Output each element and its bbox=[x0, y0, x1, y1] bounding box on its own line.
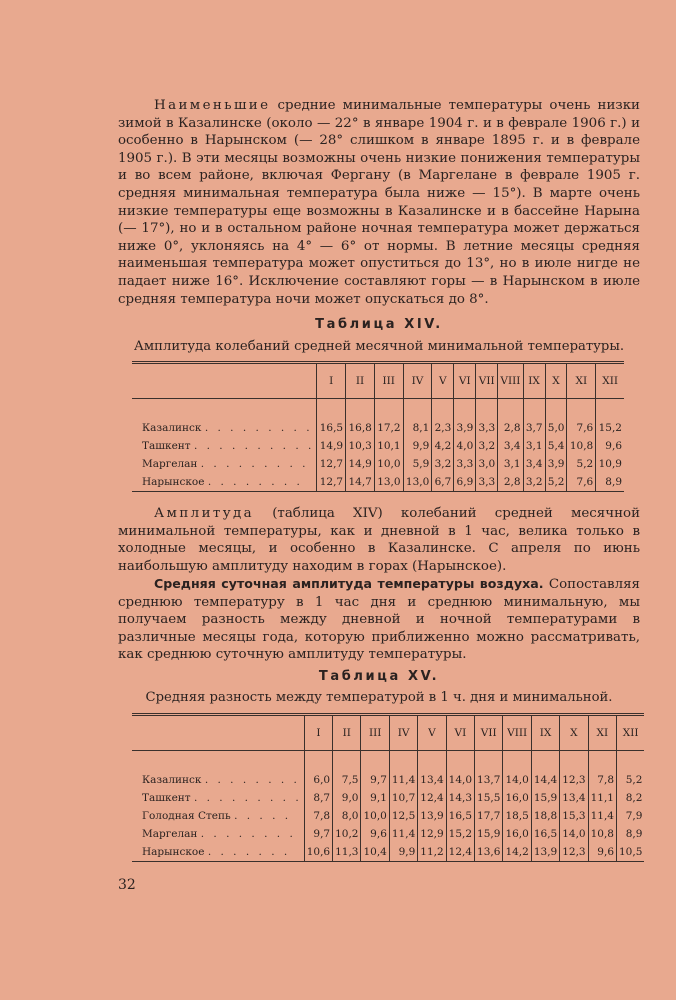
leader-dots: . . . . . . . . . bbox=[200, 458, 309, 470]
value-cell: 13,6 bbox=[475, 843, 503, 862]
value-cell: 3,2 bbox=[432, 455, 454, 473]
value-cell: 13,9 bbox=[531, 843, 559, 862]
value-cell: 16,5 bbox=[317, 419, 346, 437]
table-row bbox=[132, 473, 624, 492]
station-name: Маргелан bbox=[142, 458, 198, 470]
station-cell bbox=[132, 825, 304, 843]
table-row bbox=[132, 419, 624, 437]
value-cell: 11,4 bbox=[588, 807, 616, 825]
leader-dots: . . . . . . . . bbox=[200, 828, 296, 840]
station-name: Нарынское bbox=[142, 846, 205, 858]
table-row bbox=[132, 843, 644, 862]
value-cell: 16,8 bbox=[346, 419, 375, 437]
leader-dots: . . . . . bbox=[234, 810, 292, 822]
value-cell: 17,7 bbox=[475, 807, 503, 825]
month-header: VII bbox=[476, 363, 498, 399]
leader-dots: . . . . . . . . bbox=[207, 476, 303, 488]
value-cell: 2,8 bbox=[498, 419, 523, 437]
value-cell: 9,6 bbox=[588, 843, 616, 862]
station-cell bbox=[132, 437, 317, 455]
value-cell: 13,7 bbox=[475, 771, 503, 789]
value-cell: 12,9 bbox=[418, 825, 446, 843]
value-cell: 14,0 bbox=[560, 825, 588, 843]
leader-dots: . . . . . . . . bbox=[204, 774, 300, 786]
value-cell: 5,2 bbox=[567, 455, 596, 473]
table-row bbox=[132, 455, 624, 473]
value-cell: 10,9 bbox=[596, 455, 624, 473]
value-cell: 14,9 bbox=[346, 455, 375, 473]
value-cell: 11,3 bbox=[333, 843, 361, 862]
station-cell bbox=[132, 807, 304, 825]
paragraph-daily-amplitude bbox=[118, 575, 640, 664]
value-cell: 9,7 bbox=[304, 825, 332, 843]
value-cell: 5,0 bbox=[545, 419, 567, 437]
month-header: XII bbox=[617, 715, 645, 751]
value-cell: 10,2 bbox=[333, 825, 361, 843]
value-cell: 8,1 bbox=[403, 419, 432, 437]
value-cell: 7,5 bbox=[333, 771, 361, 789]
spacer-row bbox=[132, 751, 644, 772]
value-cell: 2,3 bbox=[432, 419, 454, 437]
station-name: Ташкент bbox=[142, 792, 191, 804]
month-header: II bbox=[333, 715, 361, 751]
table-header-row bbox=[132, 363, 624, 399]
value-cell: 14,0 bbox=[446, 771, 474, 789]
value-cell: 14,3 bbox=[446, 789, 474, 807]
value-cell: 5,4 bbox=[545, 437, 567, 455]
month-header: VI bbox=[446, 715, 474, 751]
value-cell: 7,6 bbox=[567, 473, 596, 492]
value-cell: 10,7 bbox=[389, 789, 417, 807]
value-cell: 3,2 bbox=[476, 437, 498, 455]
value-cell: 3,3 bbox=[476, 473, 498, 492]
leader-dots: . . . . . . . . . . bbox=[193, 440, 315, 452]
month-header: IX bbox=[523, 363, 545, 399]
value-cell: 10,8 bbox=[588, 825, 616, 843]
value-cell: 13,4 bbox=[418, 771, 446, 789]
leader-dots: . . . . . . . . . bbox=[204, 422, 313, 434]
value-cell: 16,5 bbox=[446, 807, 474, 825]
month-header: VI bbox=[454, 363, 476, 399]
paragraph-lead-word: Амплитуда bbox=[154, 506, 255, 521]
month-header: IV bbox=[403, 363, 432, 399]
value-cell: 14,2 bbox=[503, 843, 531, 862]
paragraph-heading: Средняя суточная амплитуда температуры воздуха. bbox=[154, 576, 544, 591]
value-cell: 16,5 bbox=[531, 825, 559, 843]
month-header: VII bbox=[475, 715, 503, 751]
value-cell: 7,9 bbox=[617, 807, 645, 825]
table-row bbox=[132, 437, 624, 455]
value-cell: 7,8 bbox=[588, 771, 616, 789]
month-header: III bbox=[374, 363, 403, 399]
value-cell: 10,0 bbox=[374, 455, 403, 473]
value-cell: 3,4 bbox=[523, 455, 545, 473]
paragraph-min-temperatures bbox=[118, 97, 640, 308]
value-cell: 10,6 bbox=[304, 843, 332, 862]
value-cell: 12,3 bbox=[560, 771, 588, 789]
value-cell: 3,1 bbox=[498, 455, 523, 473]
month-header: VIII bbox=[503, 715, 531, 751]
paragraph-amplitude bbox=[118, 505, 640, 575]
value-cell: 3,0 bbox=[476, 455, 498, 473]
paragraph-text: (таблица XIV) колебаний средней месячной минимальной температуры, как и дневной в 1 час, велика только в холодные месяцы, и особенно в Казалинске. С апреля по июнь наибольшую амплитуду находим в горах (Нарынское). bbox=[118, 506, 640, 574]
paragraph-text: средние минимальные температуры очень низки зимой в Казалинске (около — 22° в январе 1904 г. и в феврале 1906 г.) и особенно в Нарынском (— 28° слишком в январе 1895 г. и в феврале 1905 г.). В эти месяцы возможны очень низкие понижения температуры и во всем районе, включая Фергану (в Маргелане в феврале 1905 г. средняя минимальная температура была ниже — 15°). В марте очень низкие температуры еще возможны в Казалинске и в бассейне Нарына (— 17°), но и в остальном районе ночная температура может держаться ниже 0°, уклоняясь на 4° — 6° от нормы. В летние месяцы средняя наименьшая температура может опуститься до 13°, но в июле нигде не падает ниже 16°. Исключение составляют горы — в Нарынском в июле средняя температура ночи может опускаться до 8°. bbox=[118, 98, 640, 307]
value-cell: 9,0 bbox=[333, 789, 361, 807]
station-cell bbox=[132, 473, 317, 492]
value-cell: 12,4 bbox=[418, 789, 446, 807]
month-header: IV bbox=[389, 715, 417, 751]
month-header: XII bbox=[596, 363, 624, 399]
table-xiv-caption: Амплитуда колебаний средней месячной минимальной температуры. bbox=[133, 339, 625, 354]
value-cell: 3,9 bbox=[545, 455, 567, 473]
month-header: V bbox=[432, 363, 454, 399]
value-cell: 12,5 bbox=[389, 807, 417, 825]
table-xv bbox=[132, 713, 644, 862]
value-cell: 6,9 bbox=[454, 473, 476, 492]
month-header: III bbox=[361, 715, 389, 751]
value-cell: 9,7 bbox=[361, 771, 389, 789]
value-cell: 3,1 bbox=[523, 437, 545, 455]
value-cell: 15,9 bbox=[475, 825, 503, 843]
spacer-row bbox=[132, 399, 624, 420]
value-cell: 9,6 bbox=[596, 437, 624, 455]
value-cell: 8,0 bbox=[333, 807, 361, 825]
value-cell: 2,8 bbox=[498, 473, 523, 492]
table-xiv-title: Таблица XIV. bbox=[315, 317, 443, 332]
value-cell: 3,3 bbox=[476, 419, 498, 437]
value-cell: 6,7 bbox=[432, 473, 454, 492]
value-cell: 3,4 bbox=[498, 437, 523, 455]
value-cell: 9,1 bbox=[361, 789, 389, 807]
value-cell: 8,9 bbox=[596, 473, 624, 492]
value-cell: 14,4 bbox=[531, 771, 559, 789]
value-cell: 3,2 bbox=[523, 473, 545, 492]
value-cell: 10,5 bbox=[617, 843, 645, 862]
value-cell: 18,5 bbox=[503, 807, 531, 825]
value-cell: 12,3 bbox=[560, 843, 588, 862]
value-cell: 11,4 bbox=[389, 771, 417, 789]
value-cell: 16,0 bbox=[503, 825, 531, 843]
value-cell: 6,0 bbox=[304, 771, 332, 789]
value-cell: 10,1 bbox=[374, 437, 403, 455]
table-header-row bbox=[132, 715, 644, 751]
month-header: V bbox=[418, 715, 446, 751]
value-cell: 15,2 bbox=[446, 825, 474, 843]
table-row bbox=[132, 807, 644, 825]
value-cell: 18,8 bbox=[531, 807, 559, 825]
station-name: Маргелан bbox=[142, 828, 198, 840]
value-cell: 11,2 bbox=[418, 843, 446, 862]
station-cell bbox=[132, 419, 317, 437]
value-cell: 5,2 bbox=[545, 473, 567, 492]
month-header: I bbox=[304, 715, 332, 751]
leader-dots: . . . . . . . . . bbox=[193, 792, 302, 804]
paragraph-lead-word: Наименьшие bbox=[154, 98, 271, 113]
station-cell bbox=[132, 789, 304, 807]
value-cell: 3,3 bbox=[454, 455, 476, 473]
month-header: IX bbox=[531, 715, 559, 751]
station-name: Ташкент bbox=[142, 440, 191, 452]
table-row bbox=[132, 771, 644, 789]
value-cell: 10,0 bbox=[361, 807, 389, 825]
month-header: I bbox=[317, 363, 346, 399]
value-cell: 13,9 bbox=[418, 807, 446, 825]
value-cell: 15,9 bbox=[531, 789, 559, 807]
month-header: XI bbox=[588, 715, 616, 751]
value-cell: 5,2 bbox=[617, 771, 645, 789]
station-cell bbox=[132, 771, 304, 789]
table-xiv bbox=[132, 361, 624, 492]
station-name: Голодная Степь bbox=[142, 810, 231, 822]
station-name: Казалинск bbox=[142, 774, 202, 786]
station-cell bbox=[132, 455, 317, 473]
value-cell: 14,0 bbox=[503, 771, 531, 789]
value-cell: 9,6 bbox=[361, 825, 389, 843]
value-cell: 16,0 bbox=[503, 789, 531, 807]
value-cell: 12,4 bbox=[446, 843, 474, 862]
value-cell: 3,9 bbox=[454, 419, 476, 437]
month-header: XI bbox=[567, 363, 596, 399]
value-cell: 10,3 bbox=[346, 437, 375, 455]
stub-header bbox=[132, 363, 317, 399]
value-cell: 4,0 bbox=[454, 437, 476, 455]
value-cell: 11,1 bbox=[588, 789, 616, 807]
table-xv-title: Таблица XV. bbox=[318, 669, 440, 684]
value-cell: 11,4 bbox=[389, 825, 417, 843]
value-cell: 17,2 bbox=[374, 419, 403, 437]
paragraph-text: Сопоставляя среднюю температуру в 1 час дня и среднюю минимальную, мы получаем разность между дневной и ночной температурами в различные месяцы года, которую приближенно можно рассматривать, как среднюю суточную амплитуду температуры. bbox=[118, 577, 640, 663]
value-cell: 4,2 bbox=[432, 437, 454, 455]
table-row bbox=[132, 825, 644, 843]
table-xv-caption: Средняя разность между температурой в 1 ч. дня и минимальной. bbox=[145, 690, 613, 705]
month-header: II bbox=[346, 363, 375, 399]
value-cell: 13,0 bbox=[374, 473, 403, 492]
value-cell: 5,9 bbox=[403, 455, 432, 473]
value-cell: 13,4 bbox=[560, 789, 588, 807]
stub-header bbox=[132, 715, 304, 751]
value-cell: 3,7 bbox=[523, 419, 545, 437]
value-cell: 9,9 bbox=[389, 843, 417, 862]
value-cell: 12,7 bbox=[317, 455, 346, 473]
leader-dots: . . . . . . . bbox=[207, 846, 291, 858]
month-header: VIII bbox=[498, 363, 523, 399]
value-cell: 14,7 bbox=[346, 473, 375, 492]
value-cell: 15,3 bbox=[560, 807, 588, 825]
value-cell: 15,5 bbox=[475, 789, 503, 807]
value-cell: 13,0 bbox=[403, 473, 432, 492]
value-cell: 10,4 bbox=[361, 843, 389, 862]
value-cell: 15,2 bbox=[596, 419, 624, 437]
value-cell: 9,9 bbox=[403, 437, 432, 455]
value-cell: 10,8 bbox=[567, 437, 596, 455]
value-cell: 7,6 bbox=[567, 419, 596, 437]
station-name: Казалинск bbox=[142, 422, 202, 434]
value-cell: 7,8 bbox=[304, 807, 332, 825]
value-cell: 14,9 bbox=[317, 437, 346, 455]
table-row bbox=[132, 789, 644, 807]
station-name: Нарынское bbox=[142, 476, 205, 488]
month-header: X bbox=[545, 363, 567, 399]
month-header: X bbox=[560, 715, 588, 751]
value-cell: 8,2 bbox=[617, 789, 645, 807]
value-cell: 12,7 bbox=[317, 473, 346, 492]
station-cell bbox=[132, 843, 304, 862]
value-cell: 8,7 bbox=[304, 789, 332, 807]
page-number: 32 bbox=[118, 877, 136, 893]
value-cell: 8,9 bbox=[617, 825, 645, 843]
